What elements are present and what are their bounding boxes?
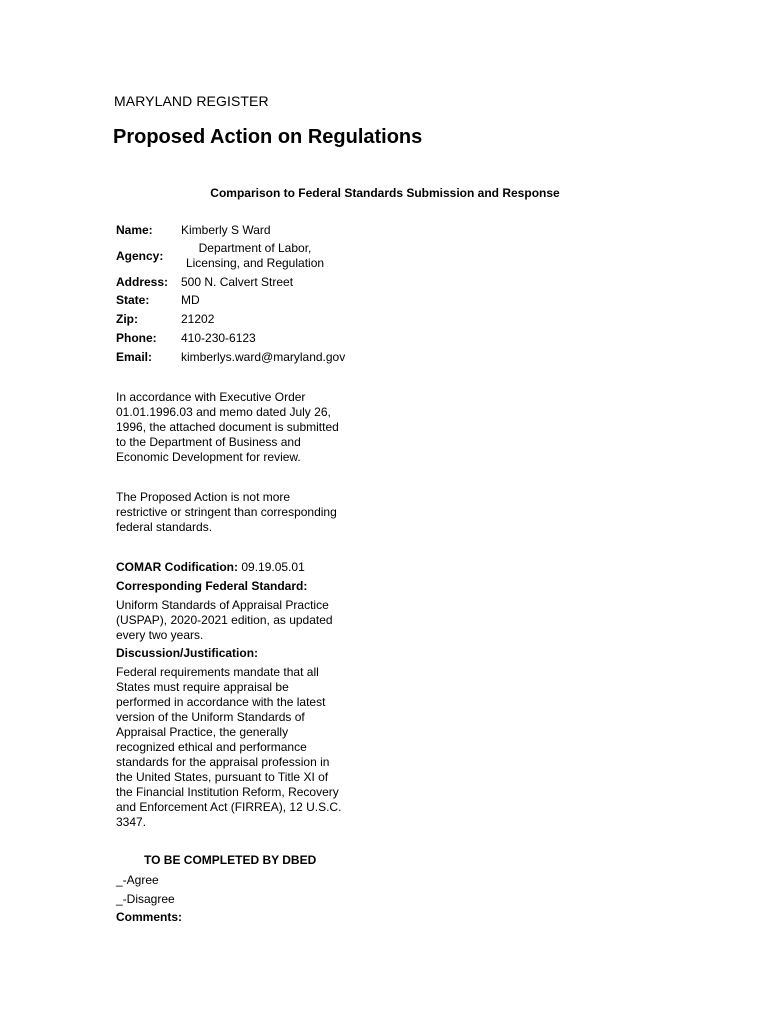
paragraph-line: Appraisal Practice, the generally <box>116 725 289 739</box>
agency-value <box>175 241 335 271</box>
email-label: Email: <box>116 350 153 364</box>
state-label: State: <box>116 293 150 307</box>
paragraph-line: States must require appraisal be <box>116 680 289 694</box>
agency-value-line-2: Licensing, and Regulation <box>185 256 325 270</box>
address-value: 500 N. Calvert Street <box>181 275 294 289</box>
agency-label: Agency: <box>116 249 164 263</box>
paragraph-line: every two years. <box>116 628 204 642</box>
paragraph-line: restrictive or stringent than corresponding <box>116 505 337 519</box>
paragraph-line: Uniform Standards of Appraisal Practice <box>116 598 329 612</box>
paragraph-line: 3347. <box>116 815 147 829</box>
email-value: kimberlys.ward@maryland.gov <box>181 350 346 364</box>
paragraph-line: the Financial Institution Reform, Recovery <box>116 785 339 799</box>
paragraph-line: version of the Uniform Standards of <box>116 710 305 724</box>
phone-label: Phone: <box>116 331 157 345</box>
paragraph-line: The Proposed Action is not more <box>116 490 291 504</box>
comar-label: COMAR Codification: <box>116 560 238 574</box>
paragraph-line: Federal requirements mandate that all <box>116 665 319 679</box>
executive-order-paragraph <box>116 390 366 465</box>
paragraph-line: performed in accordance with the latest <box>116 695 326 709</box>
paragraph-line: (USPAP), 2020-2021 edition, as updated <box>116 613 333 627</box>
page-title: Proposed Action on Regulations <box>113 126 423 148</box>
dbed-section-title: TO BE COMPLETED BY DBED <box>144 853 317 867</box>
agree-option: _-Agree <box>116 873 159 887</box>
comar-codification <box>116 560 366 575</box>
register-header: MARYLAND REGISTER <box>114 93 269 109</box>
discussion-text <box>116 665 366 830</box>
paragraph-line: recognized ethical and performance <box>116 740 307 754</box>
zip-label: Zip: <box>116 312 138 326</box>
paragraph-line: standards for the appraisal profession in <box>116 755 330 769</box>
name-label: Name: <box>116 223 153 237</box>
disagree-option: _-Disagree <box>116 892 175 906</box>
state-value: MD <box>181 293 200 307</box>
zip-value: 21202 <box>181 312 215 326</box>
paragraph-line: In accordance with Executive Order <box>116 390 306 404</box>
comments-label: Comments: <box>116 910 183 924</box>
paragraph-line: Economic Development for review. <box>116 450 301 464</box>
federal-standard-label: Corresponding Federal Standard: <box>116 579 308 593</box>
federal-standard-text <box>116 598 366 643</box>
paragraph-line: the United States, pursuant to Title XI of <box>116 770 329 784</box>
paragraph-line: and Enforcement Act (FIRREA), 12 U.S.C. <box>116 800 342 814</box>
agency-value-line-1: Department of Labor, <box>198 241 312 255</box>
discussion-label: Discussion/Justification: <box>116 646 259 660</box>
paragraph-line: to the Department of Business and <box>116 435 301 449</box>
address-label: Address: <box>116 275 169 289</box>
proposed-action-paragraph <box>116 490 366 535</box>
document-subtitle: Comparison to Federal Standards Submission and Response <box>210 186 560 200</box>
phone-value: 410-230-6123 <box>181 331 256 345</box>
paragraph-line: 1996, the attached document is submitted <box>116 420 339 434</box>
paragraph-line: 01.01.1996.03 and memo dated July 26, <box>116 405 331 419</box>
comar-value: 09.19.05.01 <box>241 560 305 574</box>
name-value: Kimberly S Ward <box>181 223 271 237</box>
paragraph-line: federal standards. <box>116 520 213 534</box>
